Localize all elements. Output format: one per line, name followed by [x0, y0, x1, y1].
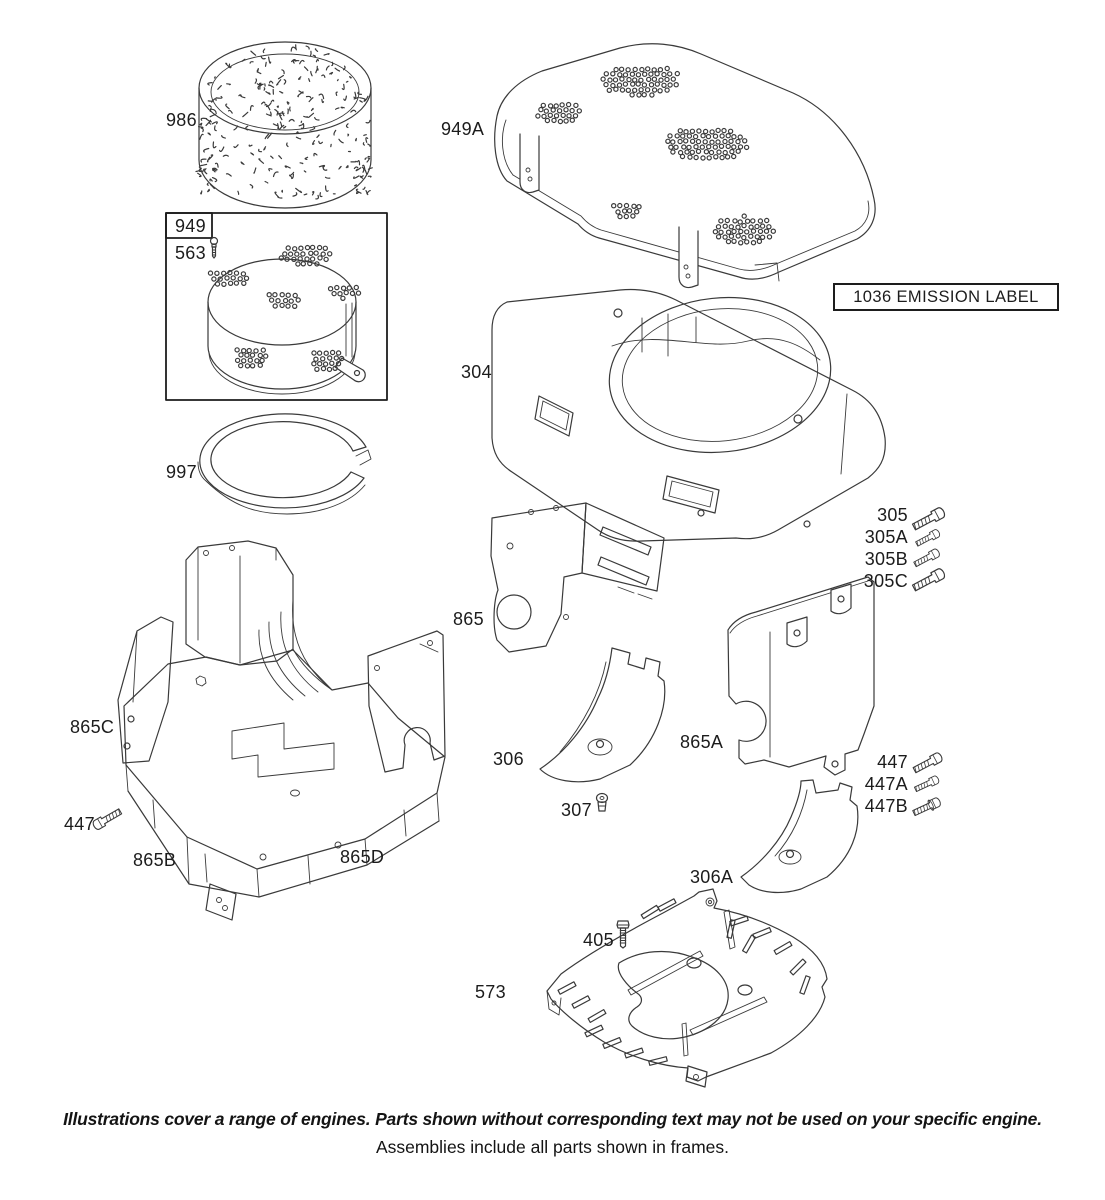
part-label-305B: 305B	[864, 549, 908, 569]
screw-447-drawing	[912, 752, 943, 775]
part-label-865A: 865A	[680, 732, 724, 752]
part-label-306: 306	[493, 749, 524, 769]
screw-305C-drawing	[911, 567, 946, 592]
screw-447-left-drawing	[92, 807, 123, 831]
bracket-865-drawing	[491, 503, 664, 652]
part-label-865D: 865D	[340, 847, 385, 867]
part-label-405: 405	[583, 930, 614, 950]
footer-disclaimer-line1: Illustrations cover a range of engines. Parts shown without corresponding text may not be used on your specific engine.	[63, 1109, 1042, 1129]
screw-447A-drawing	[914, 775, 940, 793]
part-label-949A: 949A	[441, 119, 485, 139]
blower-housing-cover-949A-drawing	[495, 44, 875, 288]
part-label-306A: 306A	[690, 867, 734, 887]
plate-vent-slots	[558, 899, 810, 1065]
part-label-986: 986	[166, 110, 197, 130]
part-label-304: 304	[461, 362, 492, 382]
part-label-447A: 447A	[864, 774, 908, 794]
emission-label-box: 1036 EMISSION LABEL	[833, 283, 1059, 311]
part-label-865B: 865B	[133, 850, 177, 870]
footer-disclaimer-line2: Assemblies include all parts shown in frames.	[375, 1137, 730, 1157]
ring-997-drawing	[198, 414, 371, 514]
foam-texture	[196, 45, 372, 199]
part-label-305C: 305C	[863, 571, 908, 591]
screw-305A-drawing	[915, 529, 941, 548]
part-label-865C: 865C	[70, 717, 115, 737]
part-label-307: 307	[561, 800, 592, 820]
screw-305B-drawing	[913, 548, 941, 568]
part-label-447-left: 447	[64, 814, 95, 834]
screw-307-drawing	[597, 794, 608, 812]
part-label-447B: 447B	[864, 796, 908, 816]
panel-865A-drawing	[728, 577, 874, 775]
part-label-949-frame: 949	[175, 216, 206, 236]
part-label-563: 563	[175, 243, 206, 263]
part-label-305: 305	[877, 505, 908, 525]
deflector-306A-drawing	[741, 780, 858, 892]
part-label-447: 447	[877, 752, 908, 772]
deflector-306-drawing	[540, 648, 665, 782]
screw-447B-drawing	[912, 796, 943, 818]
foam-element-986-drawing	[196, 42, 372, 208]
part-label-997: 997	[166, 462, 197, 482]
part-label-305A: 305A	[864, 527, 908, 547]
screw-563-drawing	[211, 238, 218, 259]
screw-305-drawing	[911, 506, 946, 531]
blower-housing-304-drawing	[492, 287, 885, 541]
part-label-865: 865	[453, 609, 484, 629]
part-label-573: 573	[475, 982, 506, 1002]
baffle-plate-573-drawing	[547, 889, 827, 1087]
